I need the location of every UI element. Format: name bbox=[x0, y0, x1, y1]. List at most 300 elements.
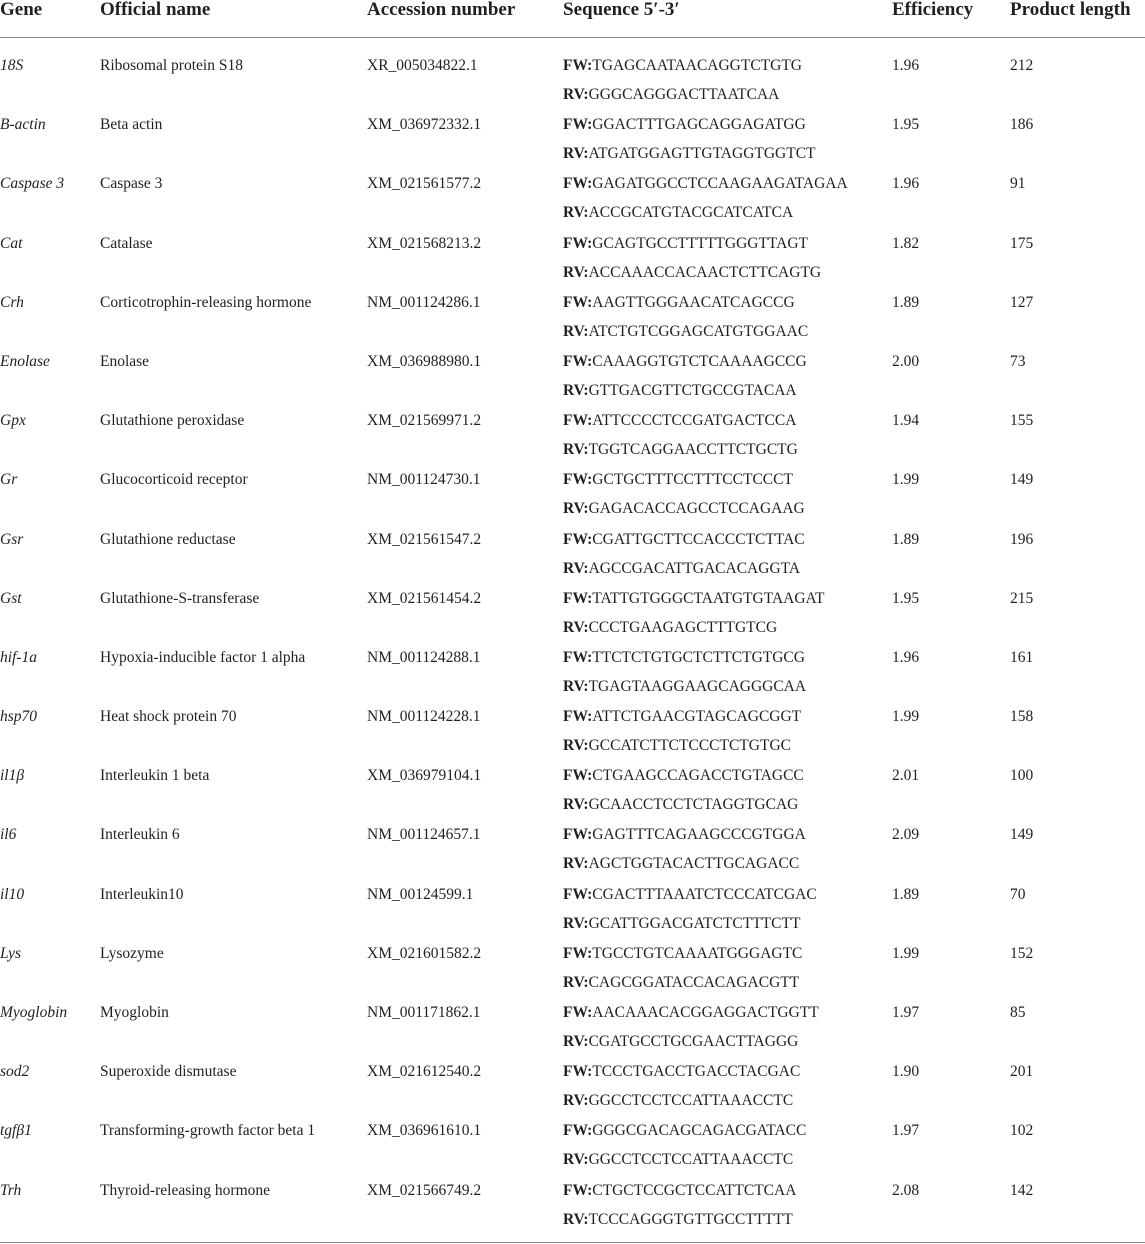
reverse-label: RV: bbox=[563, 796, 589, 814]
table-row bbox=[0, 530, 1145, 589]
product-length-cell-text: 215 bbox=[1010, 589, 1034, 607]
reverse-sequence: GGCCTCCTCCATTAAACCTC bbox=[588, 1151, 794, 1169]
accession-cell-text: NM_001124286.1 bbox=[367, 293, 481, 311]
forward-label: FW: bbox=[563, 471, 593, 489]
accession-cell bbox=[367, 470, 563, 529]
forward-label: FW: bbox=[563, 1004, 593, 1021]
official-name-cell-text: Ribosomal protein S18 bbox=[100, 57, 243, 74]
forward-sequence: TATTGTGGGCTAATGTGTAAGAT bbox=[592, 589, 825, 607]
reverse-sequence: ACCAAACCACAACTCTTCAGTG bbox=[588, 263, 822, 281]
accession-cell bbox=[367, 1121, 563, 1180]
reverse-sequence: AGCTGGTACACTTGCAGACC bbox=[588, 855, 800, 873]
header-sequence: Sequence 5′-3′ bbox=[563, 0, 892, 38]
forward-sequence: CAAAGGTGTCTCAAAAGCCG bbox=[592, 352, 807, 370]
gene-cell bbox=[0, 944, 100, 1003]
accession-cell bbox=[367, 885, 563, 944]
product-length-cell-text: 158 bbox=[1010, 708, 1034, 726]
header-product-length: Product length bbox=[1010, 0, 1145, 38]
official-name-cell-text: Lysozyme bbox=[100, 944, 164, 962]
official-name-cell bbox=[100, 174, 367, 233]
forward-primer bbox=[563, 234, 892, 263]
gene-cell bbox=[0, 825, 100, 884]
reverse-sequence: AGCCGACATTGACACAGGTA bbox=[588, 559, 801, 577]
product-length-cell-text: 102 bbox=[1010, 1122, 1034, 1140]
official-name-cell bbox=[100, 530, 367, 589]
table-row bbox=[0, 470, 1145, 529]
table-row bbox=[0, 1003, 1145, 1062]
accession-cell bbox=[367, 944, 563, 1003]
efficiency-cell bbox=[892, 1121, 1010, 1180]
product-length-cell bbox=[1010, 1181, 1145, 1243]
header-gene: Gene bbox=[0, 0, 100, 38]
official-name-cell-text: Caspase 3 bbox=[100, 175, 163, 193]
sequence-cell bbox=[563, 944, 892, 1003]
forward-label: FW: bbox=[563, 412, 593, 430]
accession-cell-text: NM_001124730.1 bbox=[367, 471, 481, 489]
table-row bbox=[0, 56, 1145, 115]
forward-sequence: AACAAACACGGAGGACTGGTT bbox=[592, 1004, 819, 1021]
efficiency-cell bbox=[892, 589, 1010, 648]
efficiency-cell-text: 1.95 bbox=[892, 589, 920, 607]
official-name-cell bbox=[100, 115, 367, 174]
reverse-label: RV: bbox=[563, 204, 589, 222]
efficiency-cell bbox=[892, 56, 1010, 115]
header-official-name: Official name bbox=[100, 0, 367, 38]
accession-cell-text: XM_036961610.1 bbox=[367, 1122, 482, 1140]
reverse-primer bbox=[563, 914, 892, 943]
sequence-cell bbox=[563, 352, 892, 411]
efficiency-cell bbox=[892, 707, 1010, 766]
reverse-label: RV: bbox=[563, 381, 589, 399]
efficiency-cell-text: 2.09 bbox=[892, 826, 920, 844]
table-row bbox=[0, 766, 1145, 825]
gene-cell bbox=[0, 648, 100, 707]
forward-primer bbox=[563, 944, 892, 973]
reverse-primer bbox=[563, 85, 892, 114]
reverse-sequence: TCCCAGGGTGTTGCCTTTTT bbox=[588, 1210, 793, 1228]
efficiency-cell bbox=[892, 234, 1010, 293]
forward-primer bbox=[563, 707, 892, 736]
product-length-cell bbox=[1010, 648, 1145, 707]
forward-label: FW: bbox=[563, 767, 593, 785]
reverse-sequence: TGGTCAGGAACCTTCTGCTG bbox=[588, 441, 798, 459]
efficiency-cell bbox=[892, 648, 1010, 707]
forward-sequence: GCAGTGCCTTTTTGGGTTAGT bbox=[592, 234, 809, 252]
official-name-cell-text: Interleukin 6 bbox=[100, 826, 180, 844]
product-length-cell-text: 161 bbox=[1010, 648, 1034, 666]
official-name-cell bbox=[100, 470, 367, 529]
product-length-cell-text: 127 bbox=[1010, 293, 1034, 311]
reverse-sequence: ATCTGTCGGAGCATGTGGAAC bbox=[588, 322, 809, 340]
accession-cell-text: XM_021561577.2 bbox=[367, 175, 482, 193]
official-name-cell-text: Enolase bbox=[100, 352, 150, 370]
product-length-cell bbox=[1010, 56, 1145, 115]
efficiency-cell bbox=[892, 115, 1010, 174]
table-row bbox=[0, 1181, 1145, 1243]
forward-label: FW: bbox=[563, 708, 593, 726]
reverse-label: RV: bbox=[563, 855, 589, 873]
reverse-sequence: GCATTGGACGATCTCTTTCTT bbox=[588, 914, 801, 932]
product-length-cell-text: 186 bbox=[1010, 116, 1034, 134]
official-name-cell bbox=[100, 589, 367, 648]
accession-cell-text: XM_021566749.2 bbox=[367, 1181, 482, 1199]
table-row bbox=[0, 825, 1145, 884]
forward-primer bbox=[563, 352, 892, 381]
reverse-primer bbox=[563, 440, 892, 469]
table-row bbox=[0, 885, 1145, 944]
official-name-cell-text: Catalase bbox=[100, 234, 153, 252]
forward-primer bbox=[563, 293, 892, 322]
accession-cell bbox=[367, 1062, 563, 1121]
accession-cell-text: XM_021561454.2 bbox=[367, 589, 482, 607]
gene-cell bbox=[0, 411, 100, 470]
sequence-cell bbox=[563, 115, 892, 174]
official-name-cell bbox=[100, 56, 367, 115]
product-length-cell bbox=[1010, 530, 1145, 589]
reverse-primer bbox=[563, 499, 892, 528]
reverse-label: RV: bbox=[563, 618, 589, 636]
efficiency-cell bbox=[892, 352, 1010, 411]
product-length-cell bbox=[1010, 174, 1145, 233]
reverse-label: RV: bbox=[563, 322, 589, 340]
forward-sequence: CGACTTTAAATCTCCCATCGAC bbox=[592, 885, 817, 903]
gene-cell-text: Crh bbox=[0, 293, 24, 311]
reverse-sequence: GGCCTCCTCCATTAAACCTC bbox=[588, 1092, 794, 1110]
sequence-cell bbox=[563, 825, 892, 884]
reverse-sequence: GCCATCTTCTCCCTCTGTGC bbox=[588, 737, 791, 755]
efficiency-cell-text: 1.99 bbox=[892, 471, 920, 489]
product-length-cell bbox=[1010, 589, 1145, 648]
efficiency-cell-text: 1.89 bbox=[892, 293, 920, 311]
reverse-label: RV: bbox=[563, 86, 589, 103]
gene-cell bbox=[0, 1181, 100, 1243]
forward-label: FW: bbox=[563, 530, 593, 548]
product-length-cell bbox=[1010, 293, 1145, 352]
gene-cell bbox=[0, 352, 100, 411]
reverse-sequence: CAGCGGATACCACAGACGTT bbox=[588, 973, 800, 991]
official-name-cell-text: Myoglobin bbox=[100, 1004, 169, 1021]
forward-label: FW: bbox=[563, 352, 593, 370]
accession-cell bbox=[367, 648, 563, 707]
forward-sequence: GAGTTTCAGAAGCCCGTGGA bbox=[592, 826, 806, 844]
accession-cell-text: XM_021568213.2 bbox=[367, 234, 482, 252]
forward-sequence: ATTCCCCTCCGATGACTCCA bbox=[592, 412, 797, 430]
reverse-sequence: TGAGTAAGGAAGCAGGGCAA bbox=[588, 677, 807, 695]
reverse-primer bbox=[563, 322, 892, 351]
accession-cell bbox=[367, 352, 563, 411]
accession-cell bbox=[367, 1003, 563, 1062]
forward-sequence: TCCCTGACCTGACCTACGAC bbox=[592, 1063, 801, 1081]
efficiency-cell-text: 1.95 bbox=[892, 116, 920, 134]
official-name-cell bbox=[100, 293, 367, 352]
table-row bbox=[0, 648, 1145, 707]
table-row bbox=[0, 115, 1145, 174]
gene-cell bbox=[0, 707, 100, 766]
efficiency-cell-text: 2.08 bbox=[892, 1181, 920, 1199]
reverse-primer bbox=[563, 144, 892, 173]
product-length-cell-text: 70 bbox=[1010, 885, 1026, 903]
gene-cell-text: 18S bbox=[0, 57, 24, 74]
product-length-cell bbox=[1010, 885, 1145, 944]
efficiency-cell-text: 1.97 bbox=[892, 1004, 920, 1021]
efficiency-cell bbox=[892, 1181, 1010, 1243]
official-name-cell-text: Heat shock protein 70 bbox=[100, 708, 237, 726]
official-name-cell-text: Transforming-growth factor beta 1 bbox=[100, 1122, 316, 1140]
table-row bbox=[0, 411, 1145, 470]
sequence-cell bbox=[563, 234, 892, 293]
product-length-cell-text: 100 bbox=[1010, 767, 1034, 785]
gene-cell-text: hif-1a bbox=[0, 648, 38, 666]
accession-cell-text: XM_021561547.2 bbox=[367, 530, 482, 548]
gene-cell bbox=[0, 470, 100, 529]
efficiency-cell-text: 1.89 bbox=[892, 885, 920, 903]
table-row bbox=[0, 352, 1145, 411]
sequence-cell bbox=[563, 707, 892, 766]
efficiency-cell-text: 1.89 bbox=[892, 530, 920, 548]
table-row bbox=[0, 1121, 1145, 1180]
product-length-cell-text: 155 bbox=[1010, 412, 1034, 430]
forward-label: FW: bbox=[563, 293, 593, 311]
accession-cell bbox=[367, 766, 563, 825]
official-name-cell bbox=[100, 1121, 367, 1180]
forward-label: FW: bbox=[563, 1063, 593, 1081]
accession-cell bbox=[367, 56, 563, 115]
forward-primer bbox=[563, 115, 892, 144]
product-length-cell bbox=[1010, 470, 1145, 529]
gene-cell-text: Gst bbox=[0, 589, 22, 607]
efficiency-cell bbox=[892, 470, 1010, 529]
reverse-sequence: CCCTGAAGAGCTTTGTCG bbox=[588, 618, 778, 636]
product-length-cell bbox=[1010, 944, 1145, 1003]
forward-sequence: CTGCTCCGCTCCATTCTCAA bbox=[592, 1181, 797, 1199]
forward-primer bbox=[563, 1181, 892, 1210]
efficiency-cell bbox=[892, 1003, 1010, 1062]
forward-primer bbox=[563, 470, 892, 499]
forward-label: FW: bbox=[563, 116, 593, 134]
forward-sequence: TGCCTGTCAAAATGGGAGTC bbox=[592, 944, 803, 962]
efficiency-cell-text: 1.96 bbox=[892, 648, 920, 666]
forward-label: FW: bbox=[563, 175, 593, 193]
forward-label: FW: bbox=[563, 826, 593, 844]
gene-cell bbox=[0, 115, 100, 174]
sequence-cell bbox=[563, 1121, 892, 1180]
official-name-cell-text: Thyroid-releasing hormone bbox=[100, 1181, 271, 1199]
header-efficiency: Efficiency bbox=[892, 0, 1010, 38]
efficiency-cell-text: 1.82 bbox=[892, 234, 920, 252]
table-row bbox=[0, 707, 1145, 766]
efficiency-cell-text: 2.01 bbox=[892, 767, 920, 785]
official-name-cell bbox=[100, 707, 367, 766]
reverse-label: RV: bbox=[563, 677, 589, 695]
reverse-label: RV: bbox=[563, 1210, 589, 1228]
reverse-primer bbox=[563, 795, 892, 824]
gene-cell-text: hsp70 bbox=[0, 708, 38, 726]
gene-cell-text: il10 bbox=[0, 885, 25, 903]
forward-primer bbox=[563, 56, 892, 85]
official-name-cell bbox=[100, 825, 367, 884]
product-length-cell bbox=[1010, 1062, 1145, 1121]
forward-label: FW: bbox=[563, 1122, 593, 1140]
table-row bbox=[0, 944, 1145, 1003]
sequence-cell bbox=[563, 470, 892, 529]
sequence-cell bbox=[563, 589, 892, 648]
gene-cell bbox=[0, 234, 100, 293]
product-length-cell-text: 175 bbox=[1010, 234, 1034, 252]
sequence-cell bbox=[563, 411, 892, 470]
product-length-cell bbox=[1010, 115, 1145, 174]
reverse-label: RV: bbox=[563, 737, 589, 755]
forward-sequence: AAGTTGGGAACATCAGCCG bbox=[592, 293, 795, 311]
forward-primer bbox=[563, 1003, 892, 1032]
forward-label: FW: bbox=[563, 648, 593, 666]
reverse-sequence: GCAACCTCCTCTAGGTGCAG bbox=[588, 796, 799, 814]
gene-cell bbox=[0, 885, 100, 944]
gene-cell-text: Gpx bbox=[0, 412, 26, 430]
forward-sequence: GAGATGGCCTCCAAGAAGATAGAA bbox=[592, 175, 848, 193]
accession-cell-text: XM_021569971.2 bbox=[367, 412, 482, 430]
gene-cell-text: tgfβ1 bbox=[0, 1122, 32, 1140]
accession-cell bbox=[367, 707, 563, 766]
efficiency-cell bbox=[892, 174, 1010, 233]
accession-cell bbox=[367, 234, 563, 293]
efficiency-cell-text: 1.97 bbox=[892, 1122, 920, 1140]
reverse-primer bbox=[563, 1032, 892, 1061]
forward-sequence: GGGCGACAGCAGACGATACC bbox=[592, 1122, 807, 1140]
product-length-cell bbox=[1010, 1003, 1145, 1062]
efficiency-cell bbox=[892, 766, 1010, 825]
forward-primer bbox=[563, 766, 892, 795]
reverse-primer bbox=[563, 854, 892, 883]
forward-primer bbox=[563, 825, 892, 854]
gene-cell-text: B-actin bbox=[0, 116, 46, 134]
forward-primer bbox=[563, 411, 892, 440]
official-name-cell-text: Interleukin10 bbox=[100, 885, 184, 903]
accession-cell-text: XM_036988980.1 bbox=[367, 352, 482, 370]
product-length-cell bbox=[1010, 1121, 1145, 1180]
product-length-cell bbox=[1010, 707, 1145, 766]
gene-cell bbox=[0, 766, 100, 825]
reverse-label: RV: bbox=[563, 1033, 589, 1050]
forward-primer bbox=[563, 530, 892, 559]
official-name-cell bbox=[100, 1181, 367, 1243]
header-accession-number: Accession number bbox=[367, 0, 563, 38]
reverse-label: RV: bbox=[563, 1151, 589, 1169]
accession-cell bbox=[367, 530, 563, 589]
sequence-cell bbox=[563, 56, 892, 115]
product-length-cell-text: 142 bbox=[1010, 1181, 1034, 1199]
reverse-sequence: GAGACACCAGCCTCCAGAAG bbox=[588, 500, 805, 518]
forward-label: FW: bbox=[563, 589, 593, 607]
gene-cell bbox=[0, 589, 100, 648]
forward-sequence: CTGAAGCCAGACCTGTAGCC bbox=[592, 767, 804, 785]
official-name-cell-text: Glutathione reductase bbox=[100, 530, 236, 548]
table-body bbox=[0, 38, 1145, 1243]
reverse-label: RV: bbox=[563, 914, 589, 932]
sequence-cell bbox=[563, 530, 892, 589]
accession-cell bbox=[367, 174, 563, 233]
reverse-primer bbox=[563, 559, 892, 588]
official-name-cell bbox=[100, 944, 367, 1003]
product-length-cell bbox=[1010, 825, 1145, 884]
sequence-cell bbox=[563, 174, 892, 233]
gene-cell-text: Enolase bbox=[0, 352, 50, 370]
official-name-cell-text: Corticotrophin-releasing hormone bbox=[100, 293, 312, 311]
reverse-label: RV: bbox=[563, 1092, 589, 1110]
accession-cell bbox=[367, 825, 563, 884]
product-length-cell-text: 149 bbox=[1010, 471, 1034, 489]
accession-cell bbox=[367, 115, 563, 174]
forward-sequence: TGAGCAATAACAGGTCTGTG bbox=[592, 57, 803, 74]
accession-cell-text: NM_00124599.1 bbox=[367, 885, 474, 903]
efficiency-cell bbox=[892, 293, 1010, 352]
reverse-label: RV: bbox=[563, 441, 589, 459]
forward-primer bbox=[563, 1121, 892, 1150]
sequence-cell bbox=[563, 766, 892, 825]
reverse-primer bbox=[563, 1150, 892, 1179]
header-row bbox=[0, 0, 1145, 38]
product-length-cell-text: 196 bbox=[1010, 530, 1034, 548]
efficiency-cell-text: 1.94 bbox=[892, 412, 920, 430]
accession-cell-text: NM_001124657.1 bbox=[367, 826, 481, 844]
reverse-sequence: GGGCAGGGACTTAATCAA bbox=[588, 86, 780, 103]
efficiency-cell bbox=[892, 411, 1010, 470]
reverse-primer bbox=[563, 263, 892, 292]
reverse-primer bbox=[563, 1210, 892, 1239]
gene-cell-text: Caspase 3 bbox=[0, 175, 65, 193]
official-name-cell bbox=[100, 234, 367, 293]
gene-cell bbox=[0, 1121, 100, 1180]
product-length-cell bbox=[1010, 352, 1145, 411]
official-name-cell-text: Beta actin bbox=[100, 116, 163, 134]
reverse-label: RV: bbox=[563, 145, 589, 163]
accession-cell-text: XM_036972332.1 bbox=[367, 116, 482, 134]
official-name-cell-text: Hypoxia-inducible factor 1 alpha bbox=[100, 648, 306, 666]
table-row bbox=[0, 1062, 1145, 1121]
efficiency-cell bbox=[892, 944, 1010, 1003]
official-name-cell-text: Interleukin 1 beta bbox=[100, 767, 210, 785]
gene-cell bbox=[0, 293, 100, 352]
accession-cell bbox=[367, 411, 563, 470]
reverse-sequence: CGATGCCTGCGAACTTAGGG bbox=[588, 1033, 799, 1050]
forward-primer bbox=[563, 589, 892, 618]
gene-cell-text: Gr bbox=[0, 471, 18, 489]
reverse-label: RV: bbox=[563, 559, 589, 577]
sequence-cell bbox=[563, 885, 892, 944]
official-name-cell-text: Superoxide dismutase bbox=[100, 1063, 237, 1081]
table-header bbox=[0, 0, 1145, 38]
reverse-label: RV: bbox=[563, 263, 589, 281]
accession-cell bbox=[367, 1181, 563, 1243]
sequence-cell bbox=[563, 293, 892, 352]
forward-sequence: TTCTCTGTGCTCTTCTGTGCG bbox=[592, 648, 805, 666]
forward-primer bbox=[563, 648, 892, 677]
product-length-cell bbox=[1010, 766, 1145, 825]
table-row bbox=[0, 174, 1145, 233]
reverse-sequence: GTTGACGTTCTGCCGTACAA bbox=[588, 381, 797, 399]
reverse-primer bbox=[563, 677, 892, 706]
product-length-cell bbox=[1010, 234, 1145, 293]
official-name-cell-text: Glucocorticoid receptor bbox=[100, 471, 248, 489]
accession-cell bbox=[367, 293, 563, 352]
accession-cell-text: XM_021601582.2 bbox=[367, 944, 482, 962]
accession-cell bbox=[367, 589, 563, 648]
efficiency-cell bbox=[892, 1062, 1010, 1121]
accession-cell-text: XR_005034822.1 bbox=[367, 57, 478, 74]
reverse-primer bbox=[563, 203, 892, 232]
reverse-primer bbox=[563, 381, 892, 410]
efficiency-cell bbox=[892, 885, 1010, 944]
forward-sequence: CGATTGCTTCCACCCTCTTAC bbox=[592, 530, 805, 548]
